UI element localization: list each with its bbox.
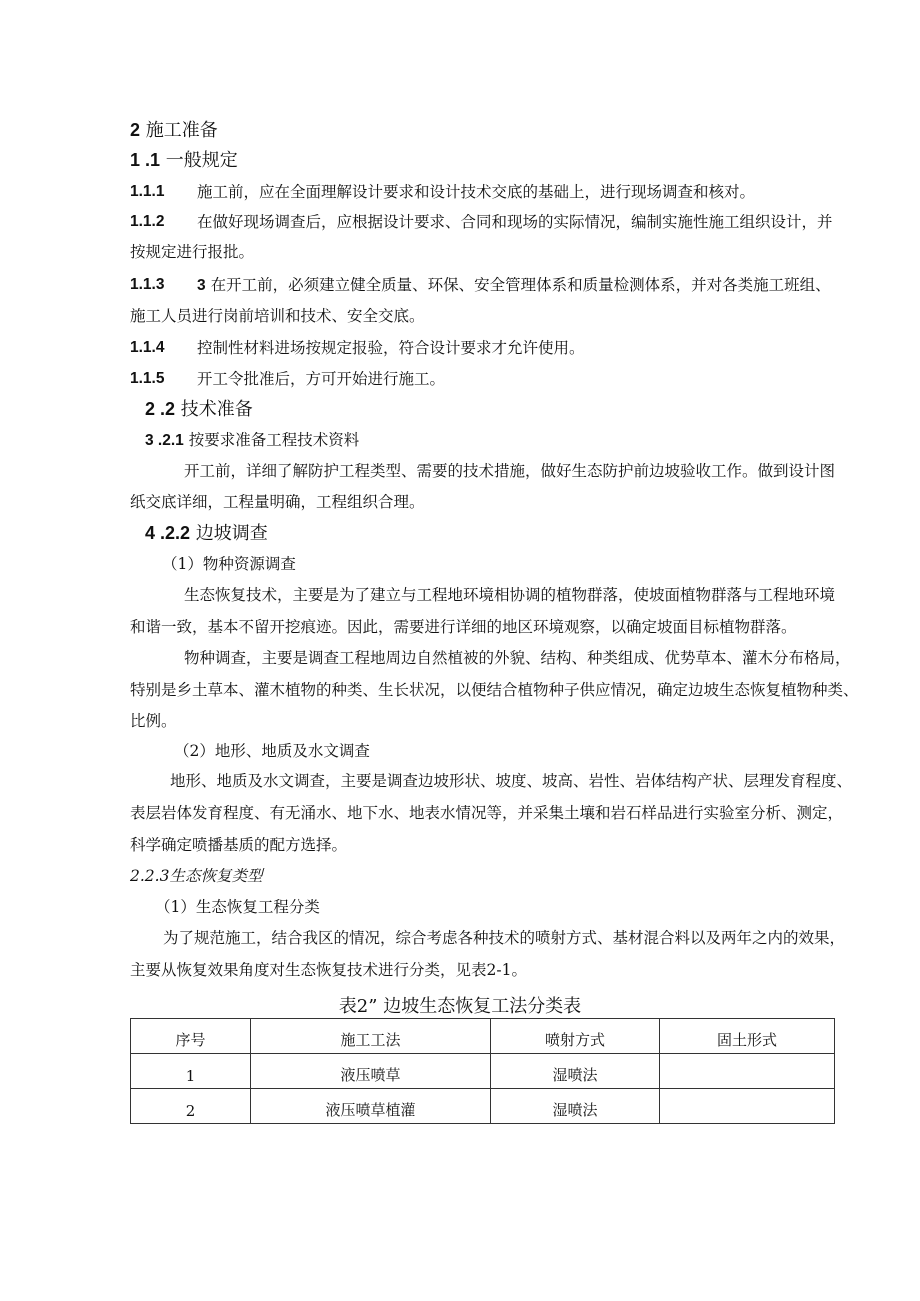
table-row: 2 液压喷草植灌 湿喷法 bbox=[131, 1089, 835, 1124]
table-header-row: 序号 施工工法 喷射方式 固土形式 bbox=[131, 1019, 835, 1054]
heading-2-2: 2 .2 技术准备 bbox=[145, 399, 253, 420]
heading-2-2-1: 3 .2.1 按要求准备工程技术资料 bbox=[145, 431, 360, 449]
heading-2-2-2: 4 .2.2 边坡调查 bbox=[145, 523, 268, 544]
classification-table bbox=[130, 1018, 835, 1124]
paragraph-line: 特别是乡土草本、灌木植物的种类、生长状况，以便结合植物种子供应情况，确定边坡生态恢复植物种类、 bbox=[130, 681, 859, 699]
paragraph-line: 表层岩体发育程度、有无涌水、地下水、地表水情况等，并采集土壤和岩石样品进行实验室分析、测定， bbox=[130, 804, 844, 822]
heading-2: 2 施工准备 bbox=[130, 120, 218, 141]
subheading: （2）地形、地质及水文调查 bbox=[174, 742, 370, 760]
paragraph-line: 纸交底详细，工程量明确，工程组织合理。 bbox=[130, 493, 425, 511]
paragraph-line: 和谐一致，基本不留开挖痕迹。因此，需要进行详细的地区环境观察，以确定坡面目标植物群落。 bbox=[130, 618, 797, 636]
subheading: （1）物种资源调查 bbox=[162, 555, 296, 573]
paragraph-line: 比例。 bbox=[130, 712, 177, 730]
paragraph-line: 地形、地质及水文调查，主要是调查边坡形状、坡度、坡高、岩性、岩体结构产状、层理发育程度、 bbox=[170, 772, 853, 790]
paragraph-line: 生态恢复技术，主要是为了建立与工程地环境相协调的植物群落，使坡面植物群落与工程地环境 bbox=[184, 586, 836, 604]
heading-2-1: 1 .1 一般规定 bbox=[130, 150, 238, 171]
table-row: 1 液压喷草 湿喷法 bbox=[131, 1054, 835, 1089]
paragraph-line: 为了规范施工，结合我区的情况，综合考虑各种技术的喷射方式、基材混合料以及两年之内的效果， bbox=[163, 929, 846, 947]
table-caption: 表2” 边坡生态恢复工法分类表 bbox=[338, 996, 582, 1017]
paragraph-line: 开工前，详细了解防护工程类型、需要的技术措施，做好生态防护前边坡验收工作。做到设计图 bbox=[184, 462, 836, 480]
subheading: （1）生态恢复工程分类 bbox=[155, 898, 320, 916]
paragraph-line: 科学确定喷播基质的配方选择。 bbox=[130, 836, 348, 854]
paragraph-line: 物种调查，主要是调查工程地周边自然植被的外貌、结构、种类组成、优势草本、灌木分布格局， bbox=[184, 649, 851, 667]
heading-2-2-3: 2.2.3生态恢复类型 bbox=[130, 867, 263, 885]
paragraph-line: 主要从恢复效果角度对生态恢复技术进行分类，见表2-1。 bbox=[130, 961, 527, 979]
